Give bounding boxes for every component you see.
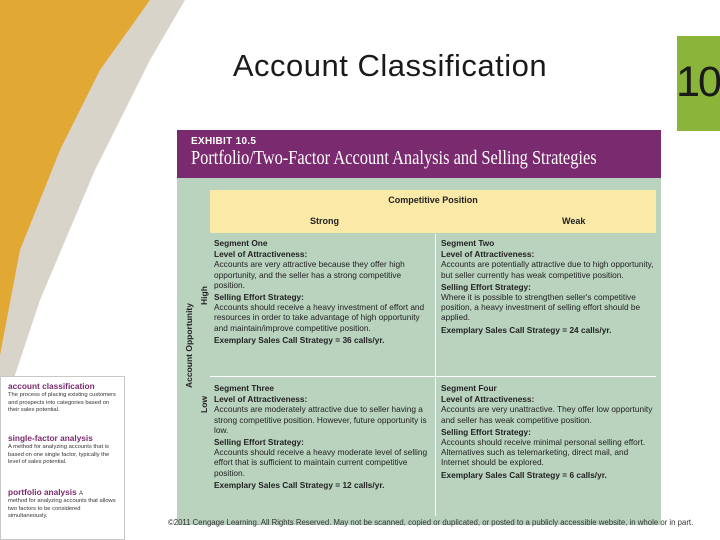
exhibit-title: Portfolio/Two-Factor Account Analysis and Selling Strategies: [191, 147, 597, 169]
strategy-text: Accounts should receive a heavy investment of effort and resources in order to take advantage of high opportunity and maintain/improve competitive position.: [214, 302, 425, 333]
strategy-heading: Selling Effort Strategy:: [441, 426, 531, 437]
attractiveness-heading: Level of Attractiveness:: [441, 394, 535, 405]
segment-name: Segment One: [214, 238, 268, 248]
glossary-term-suffix: A: [79, 491, 84, 497]
segment-name: Segment Two: [441, 238, 495, 248]
glossary-term: account classification: [8, 381, 95, 391]
glossary-definition: method for analyzing accounts that allows two factors to be considered simultaneously.: [8, 498, 116, 520]
exhibit-figure: [177, 130, 661, 525]
low-label: Low: [199, 396, 209, 413]
segment-name: Segment Three: [214, 383, 274, 393]
glossary-term: portfolio analysis: [8, 487, 77, 497]
segment-one-cell: [214, 238, 429, 345]
attractiveness-heading: Level of Attractiveness:: [441, 249, 535, 260]
competitive-position-band: [210, 190, 656, 233]
attractiveness-text: Accounts are moderately attractive due to seller having a strong competitive position. However, future opportunity is low.: [214, 404, 427, 435]
strong-label: Strong: [310, 216, 339, 226]
quadrant-vertical-divider: [435, 234, 436, 516]
attractiveness-text: Accounts are potentially attractive due to high opportunity, but seller currently has weak competitive position.: [441, 259, 654, 280]
slide-title: Account Classification: [232, 48, 548, 83]
exemplary-call-strategy: Exemplary Sales Call Strategy = 6 calls/yr.: [441, 469, 607, 480]
strategy-heading: Selling Effort Strategy:: [441, 281, 531, 292]
strategy-heading: Selling Effort Strategy:: [214, 437, 304, 448]
segment-three-cell: [214, 383, 429, 490]
exemplary-call-strategy: Exemplary Sales Call Strategy = 12 calls/yr.: [214, 479, 385, 490]
attractiveness-heading: Level of Attractiveness:: [214, 394, 308, 405]
segment-two-cell: [441, 238, 656, 335]
exhibit-header: [177, 130, 661, 178]
glossary-term: single-factor analysis: [8, 433, 93, 443]
quadrant-horizontal-divider: [210, 376, 656, 377]
exemplary-call-strategy: Exemplary Sales Call Strategy = 24 calls/yr.: [441, 324, 612, 335]
glossary-definition: A method for analyzing accounts that is based on one single factor, typically the level of sales potential.: [8, 444, 110, 466]
segment-four-cell: [441, 383, 656, 480]
strategy-text: Accounts should receive a heavy moderate level of selling effort that is sufficient to maintain current competitive position.: [214, 447, 428, 478]
copyright-notice: ©2011 Cengage Learning. All Rights Reserved. May not be scanned, copied or duplicated, or posted to a publicly accessible website, in whole or in part.: [168, 518, 694, 527]
strategy-text: Accounts should receive minimal personal selling effort. Alternatives such as telemarketing, direct mail, and Internet should be explored.: [441, 437, 646, 468]
strategy-text: Where it is possible to strengthen seller's competitive position, a heavy investment of selling effort should be applied.: [441, 292, 641, 323]
glossary-term-row: [8, 487, 83, 497]
account-opportunity-label: Account Opportunity: [184, 303, 194, 388]
glossary-definition: The process of placing existing customers and prospects into categories based on their sales potential.: [8, 392, 116, 414]
attractiveness-text: Accounts are very attractive because they offer high opportunity, and the seller has a strong competitive position.: [214, 259, 405, 290]
high-label: High: [199, 286, 209, 305]
competitive-position-label: Competitive Position: [388, 195, 478, 205]
chapter-number: 10: [676, 58, 720, 106]
segment-name: Segment Four: [441, 383, 497, 393]
weak-label: Weak: [562, 216, 586, 226]
exhibit-label: EXHIBIT 10.5: [191, 136, 257, 147]
glossary-box: [0, 376, 125, 540]
exemplary-call-strategy: Exemplary Sales Call Strategy = 36 calls/yr.: [214, 334, 385, 345]
attractiveness-text: Accounts are very unattractive. They offer low opportunity and seller has weak competitive position.: [441, 404, 653, 425]
attractiveness-heading: Level of Attractiveness:: [214, 249, 308, 260]
strategy-heading: Selling Effort Strategy:: [214, 292, 304, 303]
